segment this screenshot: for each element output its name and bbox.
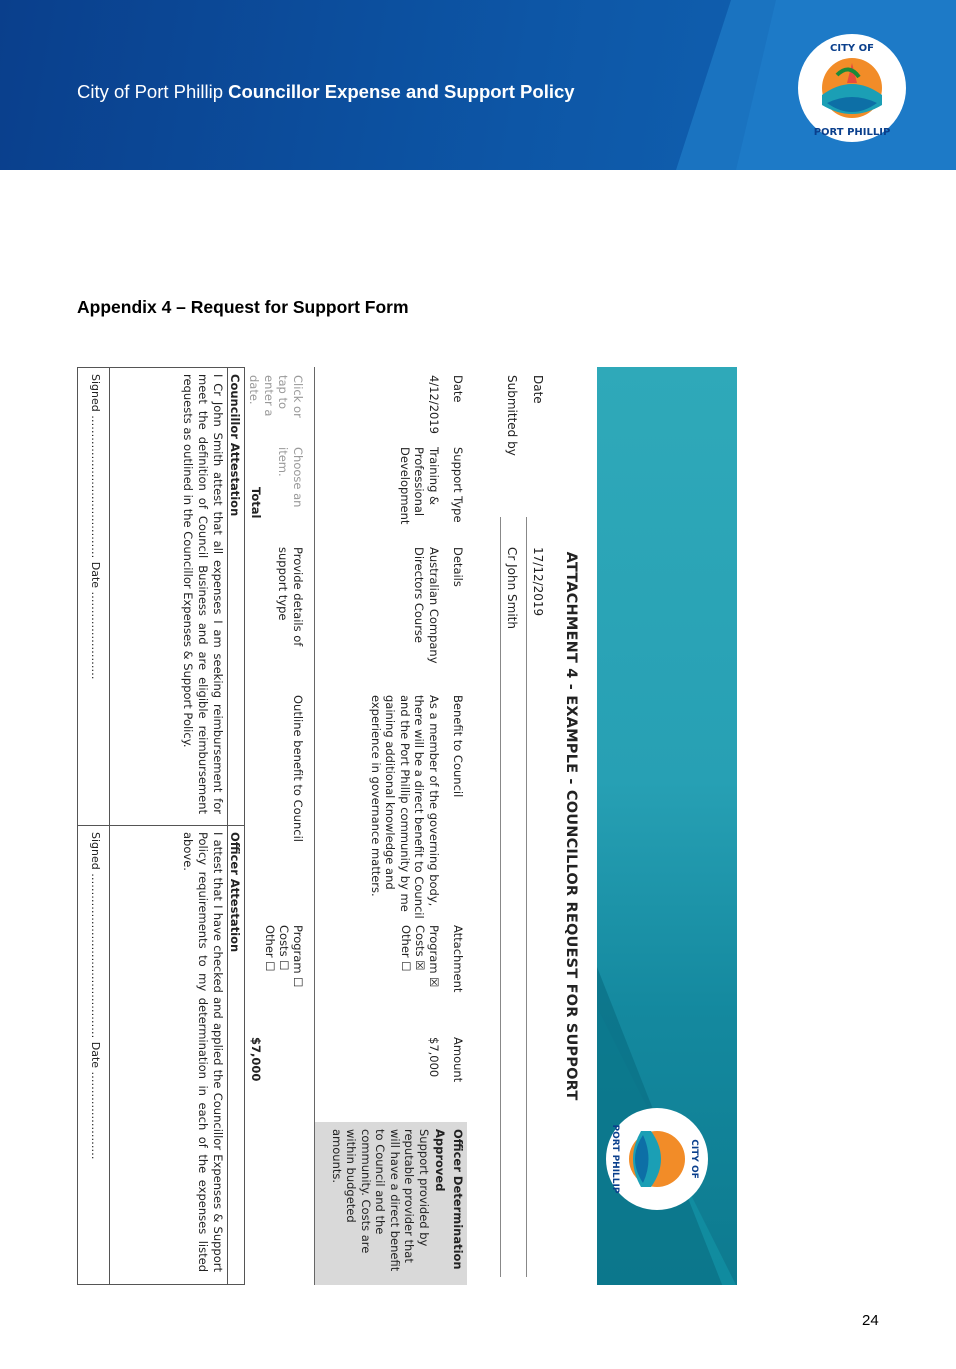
document-title xyxy=(77,81,575,103)
councillor-attestation-heading: Councillor Attestation xyxy=(228,374,242,517)
request-form xyxy=(77,367,737,1285)
col-benefit: Benefit to Council xyxy=(451,695,465,798)
request-form-figure xyxy=(77,367,737,1285)
row2-attach-costs[interactable]: Costs ☐ xyxy=(277,925,291,971)
row1-date: 4/12/2019 xyxy=(427,375,441,434)
total-label: Total xyxy=(249,487,263,519)
form-header-band xyxy=(597,367,737,1285)
col-date: Date xyxy=(451,375,465,403)
row2-attach-other[interactable]: Other ☐ xyxy=(263,925,277,972)
svg-text:CITY OF: CITY OF xyxy=(689,1139,699,1179)
svg-text:PORT PHILLIP: PORT PHILLIP xyxy=(813,127,891,138)
officer-attestation-heading: Officer Attestation xyxy=(228,832,242,953)
total-value: $7,000 xyxy=(249,1037,263,1082)
row1-type: Training & Professional Development xyxy=(398,447,441,525)
officer-attestation-text: I attest that I have checked and applied the Councillor Expenses & Support Policy requirements to my determination in each of the expenses listed above. xyxy=(181,832,225,1272)
row2-details: Provide details of support type xyxy=(276,547,305,647)
form-title: ATTACHMENT 4 - EXAMPLE - COUNCILLOR REQUEST FOR SUPPORT xyxy=(563,551,579,1101)
org-name: City of Port Phillip xyxy=(77,81,223,102)
submitted-underline xyxy=(500,517,501,1277)
col-attachment: Attachment xyxy=(451,925,465,993)
row1-benefit: As a member of the governing body, there will be a direct benefit to Council and the Port Phillip community by me gaining additional knowledge and experience in governance matters. xyxy=(369,695,441,919)
row1-determination: Support provided by reputable provider that will have a direct benefit to Council and the community. Costs are within budgeted amounts. xyxy=(330,1129,431,1272)
submitted-value: Cr John Smith xyxy=(505,547,519,629)
attestation-sign-line xyxy=(109,368,110,1284)
form-logo-icon xyxy=(605,1107,709,1211)
header-banner xyxy=(0,0,956,170)
appendix-heading: Appendix 4 – Request for Support Form xyxy=(77,297,409,317)
officer-signature-line: Signed ……………………………………… Date …………………… xyxy=(89,832,102,1160)
row2-benefit: Outline benefit to Council xyxy=(291,695,305,842)
councillor-attestation-text: I Cr John Smith attest that all expenses I am seeking reimbursement for meet the definition of Council Business and are eligible reimbursement requests as outlined in the Councillor Expenses & Support Policy. xyxy=(181,374,225,814)
attestation-box xyxy=(77,367,245,1285)
row2-type[interactable]: Choose an item. xyxy=(276,447,305,508)
date-label: Date xyxy=(531,375,545,404)
councillor-signature-line: Signed ………………………………… Date …………………… xyxy=(89,374,102,680)
port-phillip-logo-icon xyxy=(797,33,907,143)
svg-text:PORT PHILLIP: PORT PHILLIP xyxy=(610,1124,620,1194)
col-officer-determination: Officer Determination xyxy=(451,1129,465,1270)
row1-amount: $7,000 xyxy=(427,1037,441,1078)
submitted-label: Submitted by xyxy=(505,375,519,456)
table-divider xyxy=(314,367,315,1285)
row1-details: Australian Company Directors Course xyxy=(412,547,441,664)
row2-attach-program[interactable]: Program ☐ xyxy=(291,925,305,988)
col-support-type: Support Type xyxy=(451,447,465,523)
policy-name: Councillor Expense and Support Policy xyxy=(228,81,575,102)
row1-determination-head: Approved xyxy=(433,1129,447,1192)
page-number: 24 xyxy=(862,1312,879,1329)
row1-attach-program: Program ☒ xyxy=(427,925,441,988)
date-value: 17/12/2019 xyxy=(531,547,545,617)
row1-attach-other: Other ☐ xyxy=(399,925,413,972)
row2-date[interactable]: Click or tap to enter a date. xyxy=(247,375,305,418)
svg-text:CITY OF: CITY OF xyxy=(830,43,874,54)
date-underline xyxy=(526,517,527,1277)
col-amount: Amount xyxy=(451,1037,465,1083)
attestation-divider xyxy=(78,825,244,826)
col-details: Details xyxy=(451,547,465,587)
row1-attach-costs: Costs ☒ xyxy=(413,925,427,971)
